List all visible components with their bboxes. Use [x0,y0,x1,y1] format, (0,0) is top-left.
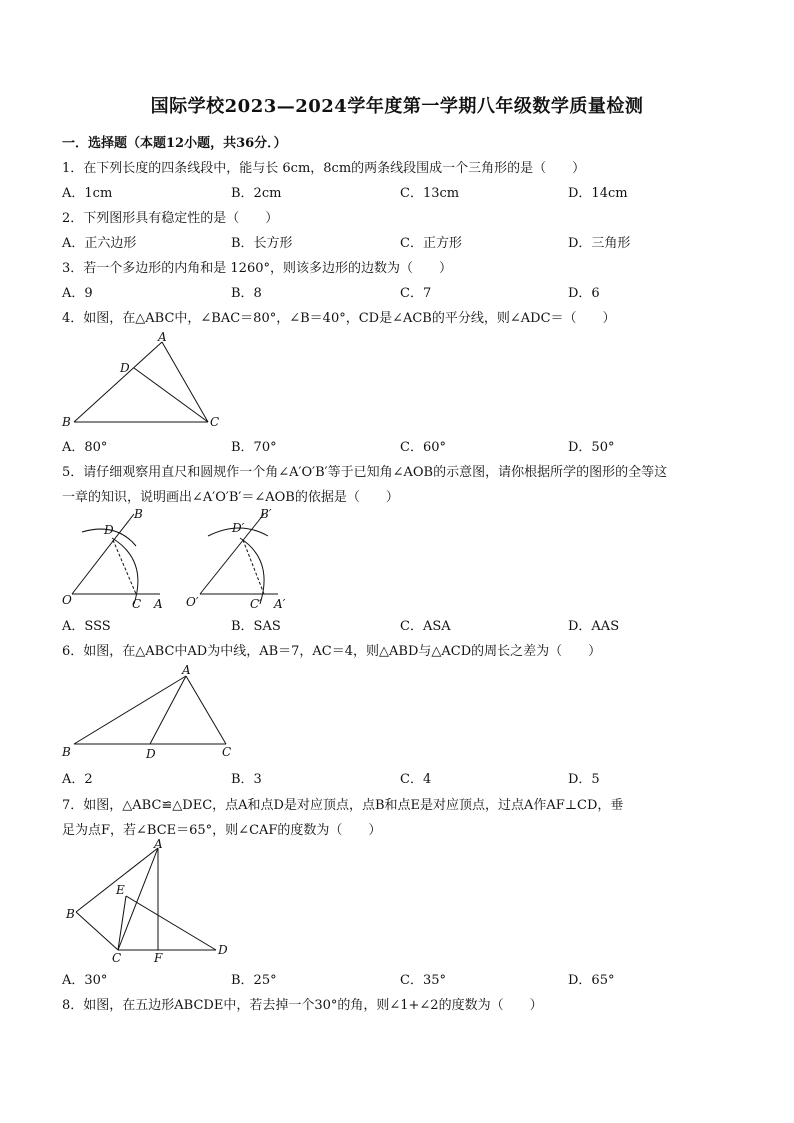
question-2-stem: 2．下列图形具有稳定性的是（ ） [62,211,279,226]
segment-ed [126,896,216,950]
option-d[interactable]: D．5 [568,772,600,787]
label-a: A [154,597,163,611]
question-4-stem: 4．如图，在△ABC中，∠BAC＝80°，∠B＝40°，CD是∠ACB的平分线，则∠ADC＝（ ） [62,311,616,326]
label-f: F [154,951,163,965]
option-a[interactable]: A．SSS [62,619,111,634]
question-7-options [62,969,742,987]
dashed-d-prime-c-prime [243,540,264,594]
option-a[interactable]: A．30° [62,973,108,988]
question-6-stem: 6．如图，在△ABC中AD为中线，AB＝7，AC＝4，则△ABD与△ACD的周长之差为（ ） [62,644,602,659]
option-b[interactable]: B．8 [231,286,262,301]
option-d[interactable]: D．AAS [568,619,620,634]
question-5-stem-line2: 一章的知识，说明画出∠A′O′B′＝∠AOB的依据是（ ） [62,490,399,505]
option-a[interactable]: A．80° [62,440,108,455]
label-a: A [182,663,191,677]
ray-ob [72,514,134,594]
segment-ac [186,676,226,744]
option-b[interactable]: B．25° [231,973,277,988]
label-d: D [146,747,156,761]
option-a[interactable]: A．9 [62,286,93,301]
label-b: B [66,907,75,921]
label-c: C [222,745,232,759]
option-a[interactable]: A．1cm [62,186,113,201]
option-d[interactable]: D．6 [568,286,600,301]
label-b: B [62,745,71,759]
label-b-prime: B′ [260,507,272,521]
segment-ba [74,342,162,422]
question-8-stem: 8．如图，在五边形ABCDE中，若去掉一个30°的角，则∠1+∠2的度数为（ ） [62,998,543,1013]
label-a: A [154,837,163,851]
section-heading: 一．选择题（本题12小题，共36分．） [62,136,287,151]
segment-bc [76,912,118,950]
option-c[interactable]: C．60° [400,440,446,455]
question-5-options [62,615,742,633]
label-c-prime: C′ [250,597,262,611]
segment-ba [74,676,186,744]
label-a-prime: A′ [274,597,286,611]
option-c[interactable]: C．35° [400,973,446,988]
segment-cd [134,368,208,422]
question-1-stem: 1．在下列长度的四条线段中，能与长 6cm，8cm的两条线段围成一个三角形的是（ ） [62,161,586,176]
option-c[interactable]: C．ASA [400,619,451,634]
question-6-options [62,768,742,786]
label-d: D [104,523,114,537]
label-d-prime: D′ [232,521,245,535]
segment-ac [162,342,208,422]
option-a[interactable]: A．2 [62,772,93,787]
congruent-triangles-figure [60,836,240,966]
question-7-stem-line2: 足为点F，若∠BCE＝65°，则∠CAF的度数为（ ） [62,823,382,838]
question-3-options [62,282,742,300]
option-c[interactable]: C．7 [400,286,432,301]
question-5-stem-line1: 5．请仔细观察用直尺和圆规作一个角∠A′O′B′等于已知角∠AOB的示意图，请你根据所学的图形的全等这 [62,465,668,480]
option-b[interactable]: B．70° [231,440,277,455]
label-c: C [210,415,220,429]
question-3-stem: 3．若一个多边形的内角和是 1260°，则该多边形的边数为（ ） [62,261,452,276]
option-d[interactable]: D．65° [568,973,615,988]
compass-angle-construction-figure [60,508,300,612]
label-c: C [132,597,142,611]
option-c[interactable]: C．4 [400,772,432,787]
exam-title: 国际学校2023—2024学年度第一学期八年级数学质量检测 [150,96,644,117]
option-d[interactable]: D．50° [568,440,615,455]
option-b[interactable]: B．SAS [231,619,281,634]
option-b[interactable]: B．3 [231,772,262,787]
triangle-median-figure [60,662,250,762]
option-c[interactable]: C．13cm [400,186,460,201]
label-o-prime: O′ [186,595,199,609]
label-d: D [218,943,228,957]
label-e: E [116,883,125,897]
option-d[interactable]: D．14cm [568,186,628,201]
label-d: D [120,361,130,375]
option-d[interactable]: D．三角形 [568,236,631,251]
question-4-options [62,436,742,454]
segment-ec [118,896,126,950]
segment-ad [150,676,186,744]
option-b[interactable]: B．2cm [231,186,282,201]
question-2-options [62,232,742,250]
label-a: A [158,330,167,344]
label-o: O [62,593,72,607]
question-7-stem-line1: 7．如图，△ABC≌△DEC，点A和点D是对应顶点，点B和点E是对应顶点，过点A作AF⊥CD，垂 [62,798,624,813]
option-b[interactable]: B．长方形 [231,236,293,251]
label-b: B [62,415,71,429]
label-b: B [134,507,143,521]
option-c[interactable]: C．正方形 [400,236,462,251]
triangle-abc-bisector-figure [60,330,230,430]
question-1-options [62,182,742,200]
label-c: C [112,951,122,965]
option-a[interactable]: A．正六边形 [62,236,137,251]
